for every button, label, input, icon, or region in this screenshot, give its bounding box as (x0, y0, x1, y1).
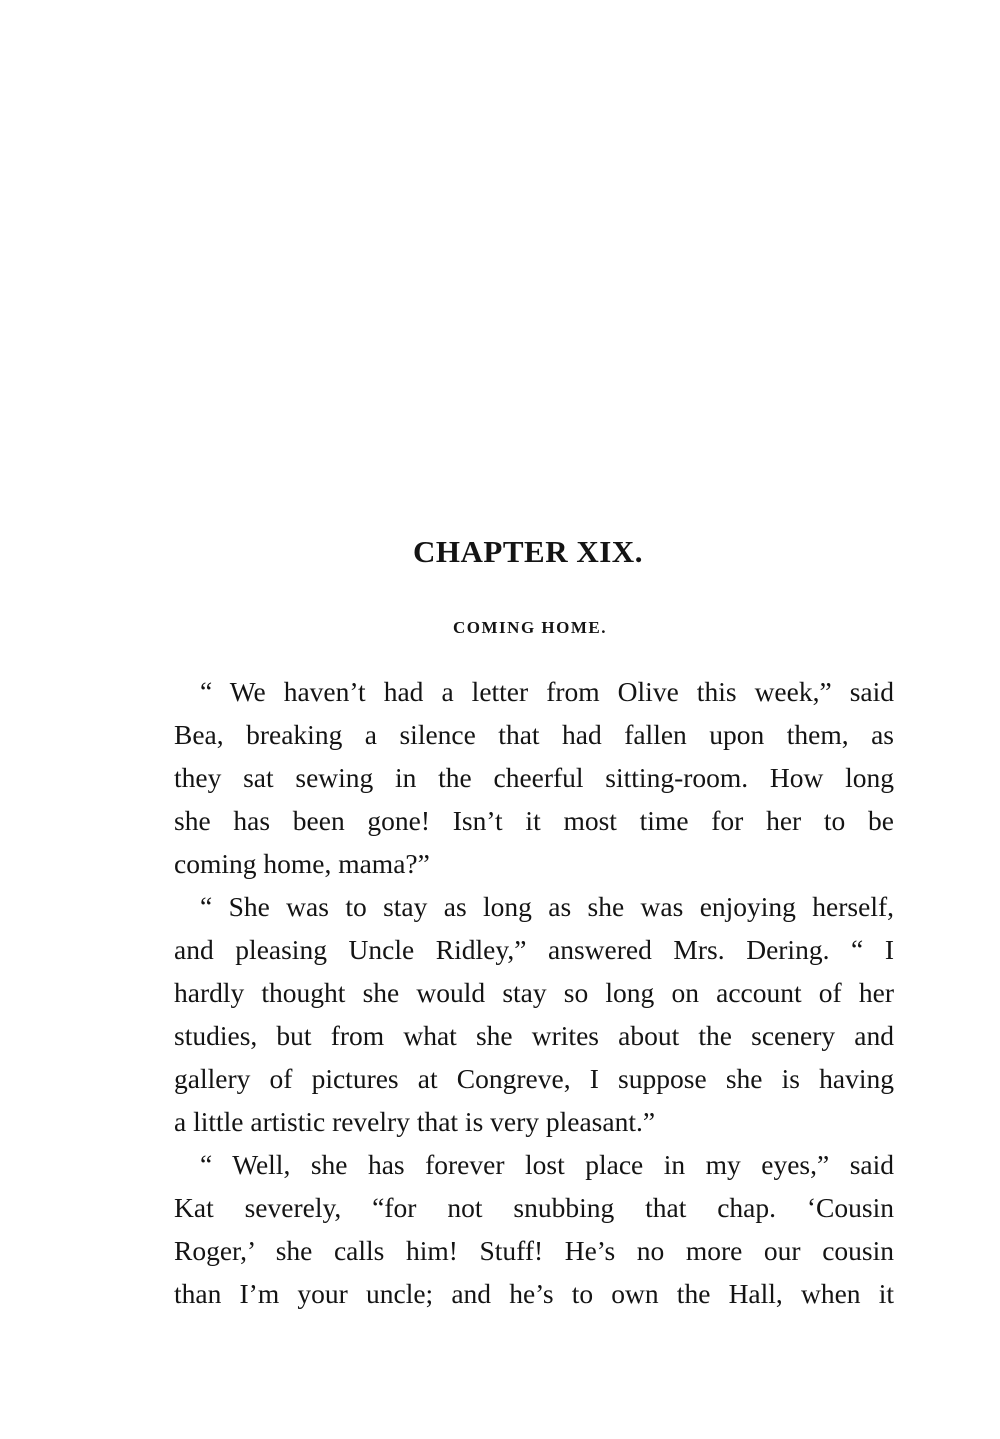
body-text (174, 670, 894, 1315)
text-line: Kat severely, “for not snubbing that chap. ‘Cousin (174, 1192, 894, 1223)
text-line: “ She was to stay as long as she was enjoying herself, (200, 891, 894, 922)
text-line: hardly thought she would stay so long on account of her (174, 977, 894, 1008)
text-line: they sat sewing in the cheerful sitting-room. How long (174, 762, 894, 793)
text-line: she has been gone! Isn’t it most time for her to be (174, 805, 894, 836)
text-line: and pleasing Uncle Ridley,” answered Mrs. Dering. “ I (174, 934, 894, 965)
text-line: Bea, breaking a silence that had fallen upon them, as (174, 719, 894, 750)
text-line: gallery of pictures at Congreve, I suppose she is having (174, 1063, 894, 1094)
chapter-subtitle: COMING HOME. (453, 618, 607, 637)
text-line: coming home, mama?” (174, 848, 430, 879)
text-line: “ Well, she has forever lost place in my eyes,” said (200, 1149, 894, 1180)
chapter-title: CHAPTER XIX. (413, 534, 643, 569)
text-line: a little artistic revelry that is very pleasant.” (174, 1106, 656, 1137)
text-line: than I’m your uncle; and he’s to own the Hall, when it (174, 1278, 894, 1309)
text-line: studies, but from what she writes about the scenery and (174, 1020, 894, 1051)
text-line: “ We haven’t had a letter from Olive this week,” said (200, 676, 894, 707)
text-line: Roger,’ she calls him! Stuff! He’s no more our cousin (174, 1235, 894, 1266)
